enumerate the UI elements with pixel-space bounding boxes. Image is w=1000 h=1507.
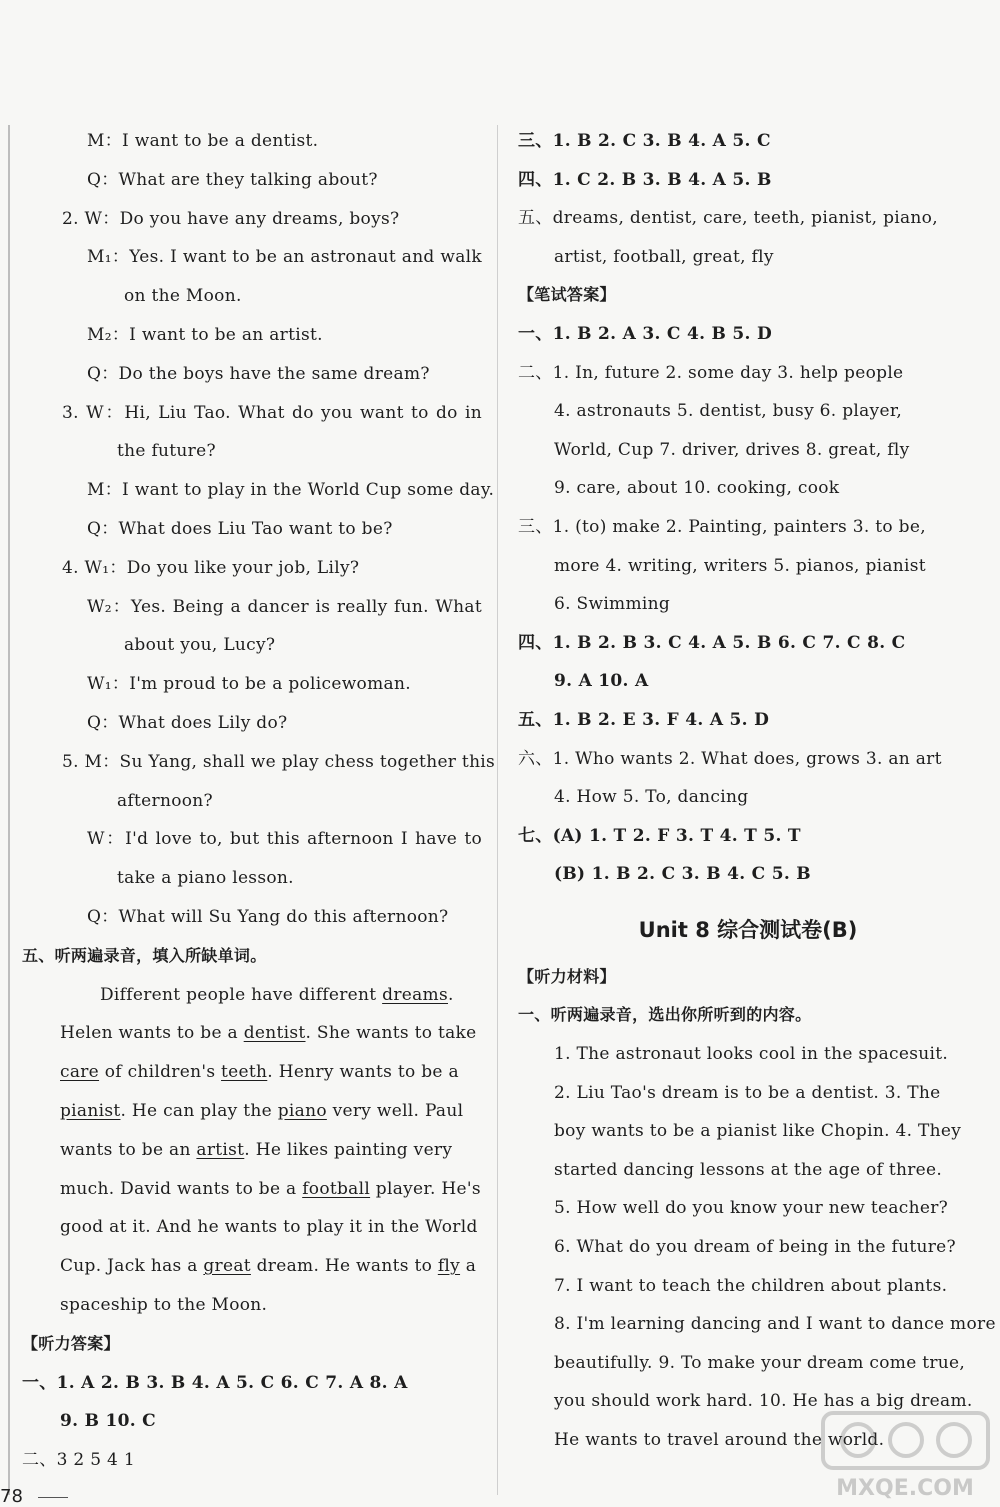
answer-word: care xyxy=(60,1062,100,1083)
dialogue-line: the future? xyxy=(117,441,216,462)
listening-answer-heading: 【听力答案】 xyxy=(22,1333,120,1353)
material-line: 5. How well do you know your new teacher? xyxy=(554,1198,949,1219)
left-column xyxy=(22,122,496,1480)
dialogue-line: M₂：I want to be an artist. xyxy=(87,324,323,345)
material-line: 6. What do you dream of being in the future? xyxy=(554,1237,956,1258)
passage-line: much. David wants to be a football player. He's xyxy=(60,1178,481,1199)
dialogue-line: Q：What does Liu Tao want to be? xyxy=(87,518,393,539)
answer-line: 二、1. In, future 2. some day 3. help people xyxy=(518,362,904,383)
material-line: beautifully. 9. To make your dream come true, xyxy=(554,1352,966,1373)
answer-line: 三、1. (to) make 2. Painting, painters 3. to be, xyxy=(518,516,926,537)
written-answer-heading: 【笔试答案】 xyxy=(518,285,616,305)
passage-line: good at it. And he wants to play it in the World xyxy=(60,1217,478,1238)
material-line: started dancing lessons at the age of three. xyxy=(554,1159,943,1180)
answer-line: 五、1. B 2. E 3. F 4. A 5. D xyxy=(518,709,770,730)
answer-line: 6. Swimming xyxy=(554,594,671,615)
dialogue-line: Q：What does Lily do? xyxy=(87,712,288,733)
unit-title: Unit 8 综合测试卷(B) xyxy=(638,917,858,942)
dialogue-line: afternoon? xyxy=(117,790,213,811)
answer-line: (B) 1. B 2. C 3. B 4. C 5. B xyxy=(554,864,811,885)
answer-line: 9. A 10. A xyxy=(554,671,649,692)
dialogue-line: W₁：I'm proud to be a policewoman. xyxy=(87,674,411,695)
answer-word: fly xyxy=(437,1256,461,1277)
answer-word: football xyxy=(302,1178,371,1199)
dialogue-line: M₁：Yes. I want to be an astronaut and walk xyxy=(87,247,482,268)
material-line: He wants to travel around the world. xyxy=(554,1430,885,1450)
section-heading: 五、听两遍录音，填入所缺单词。 xyxy=(22,945,267,965)
watermark-logo xyxy=(818,1405,993,1505)
answer-word: dentist xyxy=(243,1023,306,1044)
answer-word: great xyxy=(203,1256,251,1277)
listening-material-heading: 【听力材料】 xyxy=(518,966,616,986)
answer-line: 五、dreams, dentist, care, teeth, pianist, piano, xyxy=(518,208,938,229)
answer-word: piano xyxy=(277,1100,327,1121)
answer-line: 4. How 5. To, dancing xyxy=(554,787,749,808)
answer-word: teeth xyxy=(221,1062,268,1083)
answer-line: 二、3 2 5 4 1 xyxy=(22,1450,135,1471)
answer-word: artist xyxy=(196,1139,245,1160)
answer-line: artist, football, great, fly xyxy=(554,246,774,267)
dialogue-line: Q：Do the boys have the same dream? xyxy=(87,363,430,384)
answer-line: 四、1. C 2. B 3. B 4. A 5. B xyxy=(518,169,772,190)
dialogue-line: Q：What will Su Yang do this afternoon? xyxy=(87,906,449,927)
dialogue-line: M：I want to play in the World Cup some day. xyxy=(87,480,495,501)
answer-line: 三、1. B 2. C 3. B 4. A 5. C xyxy=(518,131,771,151)
dialogue-line: take a piano lesson. xyxy=(117,868,294,889)
column-divider xyxy=(497,125,498,1495)
material-line: 8. I'm learning dancing and I want to dance more xyxy=(554,1314,996,1335)
answer-word: pianist xyxy=(60,1100,121,1121)
dialogue-line: 2. W：Do you have any dreams, boys? xyxy=(62,208,400,229)
passage-line: wants to be an artist. He likes painting very xyxy=(60,1139,453,1160)
dialogue-line: 4. W₁：Do you like your job, Lily? xyxy=(62,557,360,578)
material-line: 7. I want to teach the children about plants. xyxy=(554,1275,948,1296)
passage-line: care of children's teeth. Henry wants to be a xyxy=(60,1062,459,1083)
section-heading: 一、听两遍录音，选出你所听到的内容。 xyxy=(518,1005,812,1025)
answer-line: more 4. writing, writers 5. pianos, pianist xyxy=(554,555,926,576)
dialogue-line: W₂：Yes. Being a dancer is really fun. What xyxy=(87,596,482,617)
left-margin-line xyxy=(8,125,10,1495)
material-line: 1. The astronaut looks cool in the spacesuit. xyxy=(554,1044,949,1065)
dialogue-line: 5. M：Su Yang, shall we play chess together this xyxy=(62,751,496,772)
answer-line: 9. B 10. C xyxy=(60,1411,156,1432)
right-column xyxy=(518,122,996,1460)
dialogue-line: about you, Lucy? xyxy=(124,635,276,656)
passage-line: spaceship to the Moon. xyxy=(60,1294,268,1315)
material-line: 2. Liu Tao's dream is to be a dentist. 3. The xyxy=(554,1082,941,1103)
answer-line: 一、1. B 2. A 3. C 4. B 5. D xyxy=(518,323,773,344)
passage-line: Different people have different dreams. xyxy=(100,984,454,1005)
material-line: boy wants to be a pianist like Chopin. 4. They xyxy=(554,1121,962,1142)
dialogue-line: Q：What are they talking about? xyxy=(87,169,378,190)
dialogue-line: M：I want to be a dentist. xyxy=(87,131,319,151)
answer-line: 9. care, about 10. cooking, cook xyxy=(554,478,840,499)
answer-word: dreams xyxy=(382,984,448,1005)
page-number: 78 xyxy=(0,1486,23,1507)
passage-line: pianist. He can play the piano very well. Paul xyxy=(60,1100,464,1121)
dialogue-line: 3. W：Hi, Liu Tao. What do you want to do in xyxy=(62,402,482,423)
fill-in-passage xyxy=(22,976,482,1325)
material-line: you should work hard. 10. He has a big dream. xyxy=(554,1391,973,1412)
footer-rule xyxy=(38,1497,68,1498)
answer-line: 七、(A) 1. T 2. F 3. T 4. T 5. T xyxy=(518,825,801,846)
answer-line: 六、1. Who wants 2. What does, grows 3. an art xyxy=(518,748,942,769)
watermark-text: MXQE.COM xyxy=(836,1476,974,1501)
answer-line: 四、1. B 2. B 3. C 4. A 5. B 6. C 7. C 8. C xyxy=(518,632,906,653)
answer-line: World, Cup 7. driver, drives 8. great, fly xyxy=(554,439,910,460)
passage-line: Helen wants to be a dentist. She wants to take xyxy=(60,1023,477,1044)
dialogue-line: W：I'd love to, but this afternoon I have to xyxy=(87,829,482,850)
passage-line: Cup. Jack has a great dream. He wants to fly a xyxy=(60,1256,477,1277)
dialogue-line: on the Moon. xyxy=(124,286,242,307)
answer-line: 一、1. A 2. B 3. B 4. A 5. C 6. C 7. A 8. A xyxy=(22,1372,408,1393)
answer-line: 4. astronauts 5. dentist, busy 6. player, xyxy=(554,401,903,422)
